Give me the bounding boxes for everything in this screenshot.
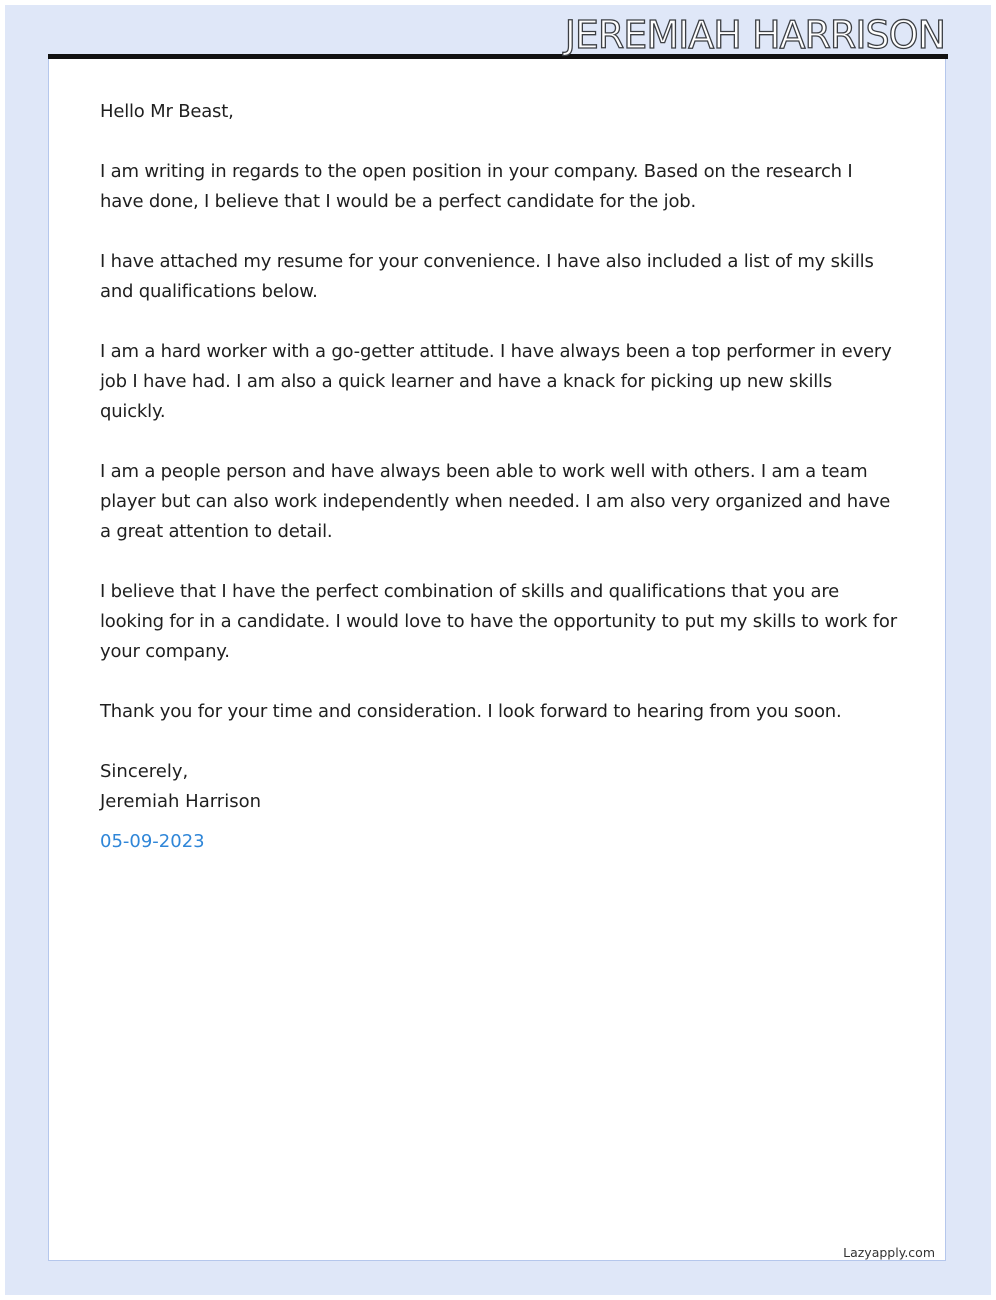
letter-body xyxy=(100,97,900,857)
letter-paragraph-4: I am a people person and have always been able to work well with others. I am a team player but can also work independently when needed. I am also very organized and have a great attention to detail. xyxy=(100,461,891,542)
letter-greeting: Hello Mr Beast, xyxy=(100,101,234,122)
footer-watermark: Lazyapply.com xyxy=(843,1245,935,1260)
letter-paragraph-5: I believe that I have the perfect combination of skills and qualifications that you are looking for in a candidate. I would love to have the opportunity to put my skills to work for your company. xyxy=(100,581,897,662)
letter-paragraph-3: I am a hard worker with a go-getter attitude. I have always been a top performer in every job I have had. I am also a quick learner and have a knack for picking up new skills quickly. xyxy=(100,341,892,422)
applicant-name-heading: JEREMIAH HARRISON xyxy=(564,13,945,57)
letter-signature: Jeremiah Harrison xyxy=(100,791,262,812)
letter-date: 05-09-2023 xyxy=(100,831,205,852)
letter-paragraph-1: I am writing in regards to the open position in your company. Based on the research I have done, I believe that I would be a perfect candidate for the job. xyxy=(100,161,853,212)
letter-paragraph-2: I have attached my resume for your convenience. I have also included a list of my skills and qualifications below. xyxy=(100,251,874,302)
letter-paragraph-6: Thank you for your time and consideration. I look forward to hearing from you soon. xyxy=(100,701,842,722)
letter-closing: Sincerely, xyxy=(100,761,189,782)
